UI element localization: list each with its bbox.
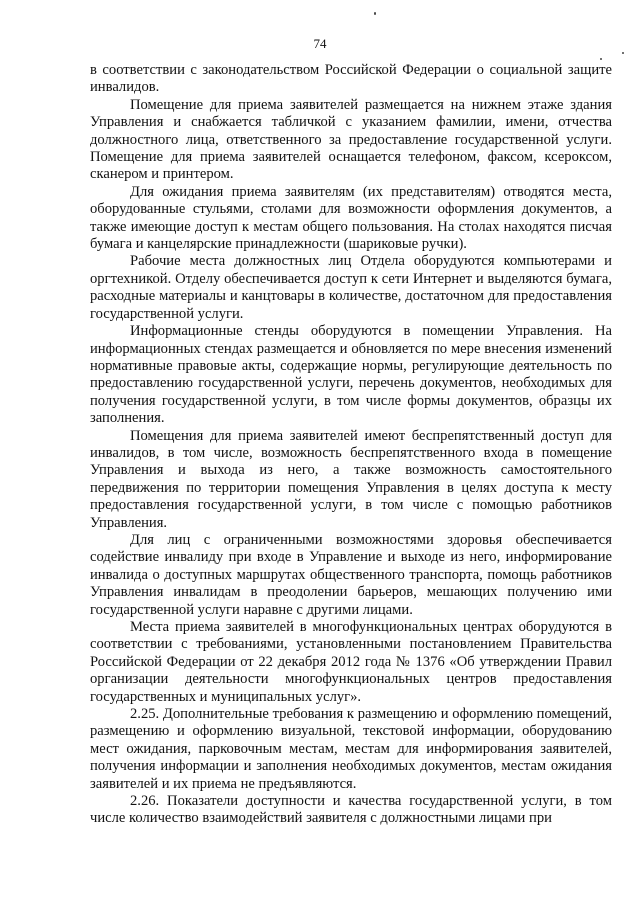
scan-speck [600, 58, 602, 60]
paragraph: Рабочие места должностных лиц Отдела оборудуются компьютерами и оргтехникой. Отделу обеспечивается доступ к сети Интернет и выделяются бумага, расходные материалы и канцтовары в количестве, достаточном для предоставления государственной услуги. [90, 253, 612, 322]
paragraph: Для ожидания приема заявителям (их представителям) отводятся места, оборудованные стульями, столами для возможности оформления документов, а также имеющие доступ к местам общего пользования. На столах находятся писчая бумага и канцелярские принадлежности (шариковые ручки). [90, 183, 612, 253]
paragraph: 2.25. Дополнительные требования к размещению и оформлению помещений, размещению и оформлению визуальной, текстовой информации, оборудованию мест ожидания, парковочным местам, местам для информирования заявителей, получения информации и заполнения необходимых документов, местам ожидания заявителей и их приема не предъявляются. [90, 706, 612, 792]
paragraph: 2.26. Показатели доступности и качества государственной услуги, в том числе количество взаимодействий заявителя с должностными лицами при [90, 793, 612, 827]
document-body [90, 62, 612, 828]
paragraph: Помещение для приема заявителей размещается на нижнем этаже здания Управления и снабжается табличкой с указанием фамилии, имени, отчества должностного лица, ответственного за предоставление государственной услуги. Помещение для приема заявителей оснащается телефоном, факсом, ксероксом, сканером и принтером. [90, 96, 612, 183]
paragraph: Для лиц с ограниченными возможностями здоровья обеспечивается содействие инвалиду при входе в Управление и выходе из него, информирование инвалида о доступных маршрутах общественного транспорта, помощь работников Управления инвалидам в преодолении барьеров, мешающих получению ими государственной услуги наравне с другими лицами. [90, 531, 612, 618]
page-number: 74 [313, 36, 327, 51]
paragraph: Помещения для приема заявителей имеют беспрепятственный доступ для инвалидов, в том числе, возможность беспрепятственного входа в помещение Управления и выхода из него, а также возможность самостоятельного передвижения по территории помещения Управления в целях доступа к месту предоставления государственной услуги, в том числе с помощью работников Управления. [90, 427, 612, 531]
scan-speck [622, 52, 624, 54]
paragraph: Места приема заявителей в многофункциональных центрах оборудуются в соответствии с требованиями, установленными постановлением Правительства Российской Федерации от 22 декабря 2012 года № 1376 «Об утверждении Правил организации деятельности многофункциональных центров предоставления государственных и муниципальных услуг». [90, 619, 612, 705]
scan-speck [374, 12, 376, 15]
paragraph: Информационные стенды оборудуются в помещении Управления. На информационных стендах размещается и обновляется по мере внесения изменений нормативные правовые акты, содержащие нормы, регулирующие деятельность по предоставлению государственной услуги, перечень документов, необходимых для получения государственной услуги, в том числе формы документов, образцы их заполнения. [90, 323, 612, 427]
paragraph: в соответствии с законодательством Российской Федерации о социальной защите инвалидов. [90, 62, 612, 96]
